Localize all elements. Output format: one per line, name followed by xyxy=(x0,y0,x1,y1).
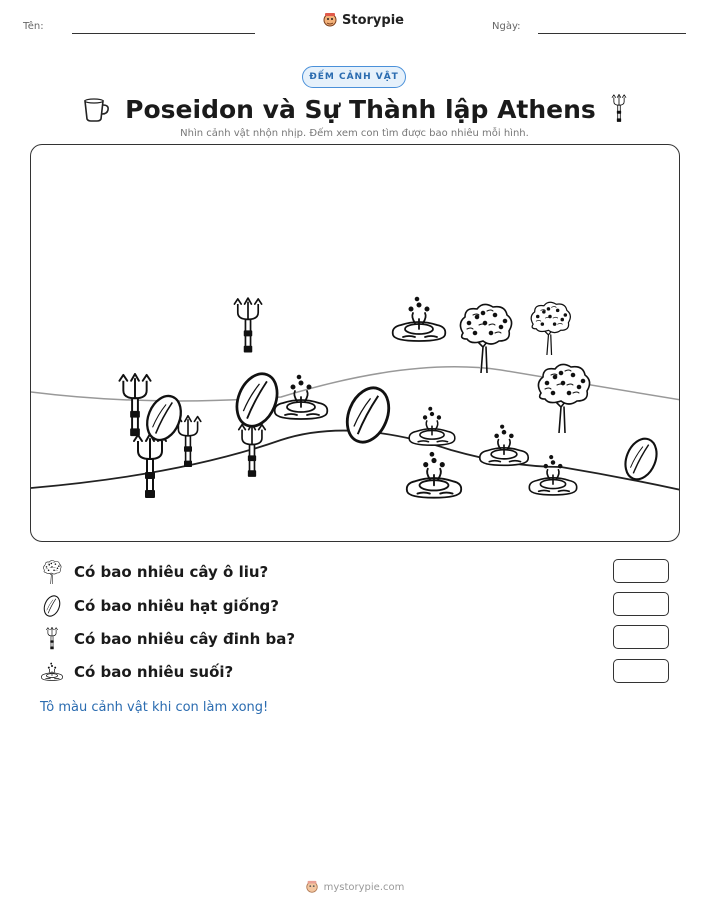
answer-box-trident[interactable] xyxy=(613,625,669,649)
name-label: Tên: xyxy=(23,21,44,32)
coloring-note: Tô màu cảnh vật khi con làm xong! xyxy=(40,700,269,715)
trident-icon xyxy=(234,298,261,352)
scene-drawing xyxy=(31,145,680,542)
spring-icon xyxy=(40,660,64,684)
question-text: Có bao nhiêu suối? xyxy=(74,663,234,681)
trident-icon xyxy=(134,434,166,497)
instructions: Nhìn cảnh vật nhộn nhịp. Đếm xem con tìm được bao nhiêu mỗi hình. xyxy=(180,128,529,139)
question-text: Có bao nhiêu cây đinh ba? xyxy=(74,630,296,648)
activity-badge: ĐẾM CẢNH VẬT xyxy=(302,66,406,88)
olive-tree-icon xyxy=(40,560,64,584)
question-olive-tree xyxy=(40,559,268,585)
answer-box-seed[interactable] xyxy=(613,592,669,616)
spring-icon xyxy=(480,425,528,465)
spring-icon xyxy=(393,298,446,341)
question-text: Có bao nhiêu cây ô liu? xyxy=(74,563,269,581)
question-trident xyxy=(40,626,295,652)
footer xyxy=(0,880,709,894)
spring-icon xyxy=(407,453,461,498)
seed-icon xyxy=(40,594,64,618)
seed-icon xyxy=(230,368,285,433)
storypie-mascot-icon xyxy=(322,12,338,28)
brand-name: Storypie xyxy=(342,12,404,28)
page-title: Poseidon và Sự Thành lập Athens xyxy=(125,94,596,124)
seed-icon xyxy=(620,434,663,484)
trident-icon xyxy=(239,424,266,476)
question-spring xyxy=(40,659,233,685)
olive-tree-icon xyxy=(538,364,589,433)
cup-icon xyxy=(81,95,111,123)
question-seed xyxy=(40,593,279,619)
title-row xyxy=(0,92,709,126)
spring-icon xyxy=(409,408,455,446)
answer-box-spring[interactable] xyxy=(613,659,669,683)
date-field-line[interactable] xyxy=(538,33,686,34)
question-text: Có bao nhiêu hạt giống? xyxy=(74,597,279,615)
date-label: Ngày: xyxy=(492,21,521,32)
olive-tree-icon xyxy=(460,304,511,373)
trident-icon xyxy=(610,94,628,124)
brand-logo xyxy=(322,12,404,28)
trident-icon xyxy=(40,627,64,651)
counting-scene xyxy=(30,144,680,542)
footer-url[interactable]: mystorypie.com xyxy=(323,881,405,893)
spring-icon xyxy=(529,456,576,495)
storypie-mascot-icon xyxy=(305,880,319,894)
olive-tree-icon xyxy=(531,302,570,355)
answer-box-olive-tree[interactable] xyxy=(613,559,669,583)
name-field-line[interactable] xyxy=(72,33,255,34)
seed-icon xyxy=(340,382,397,449)
trident-icon xyxy=(119,374,150,435)
